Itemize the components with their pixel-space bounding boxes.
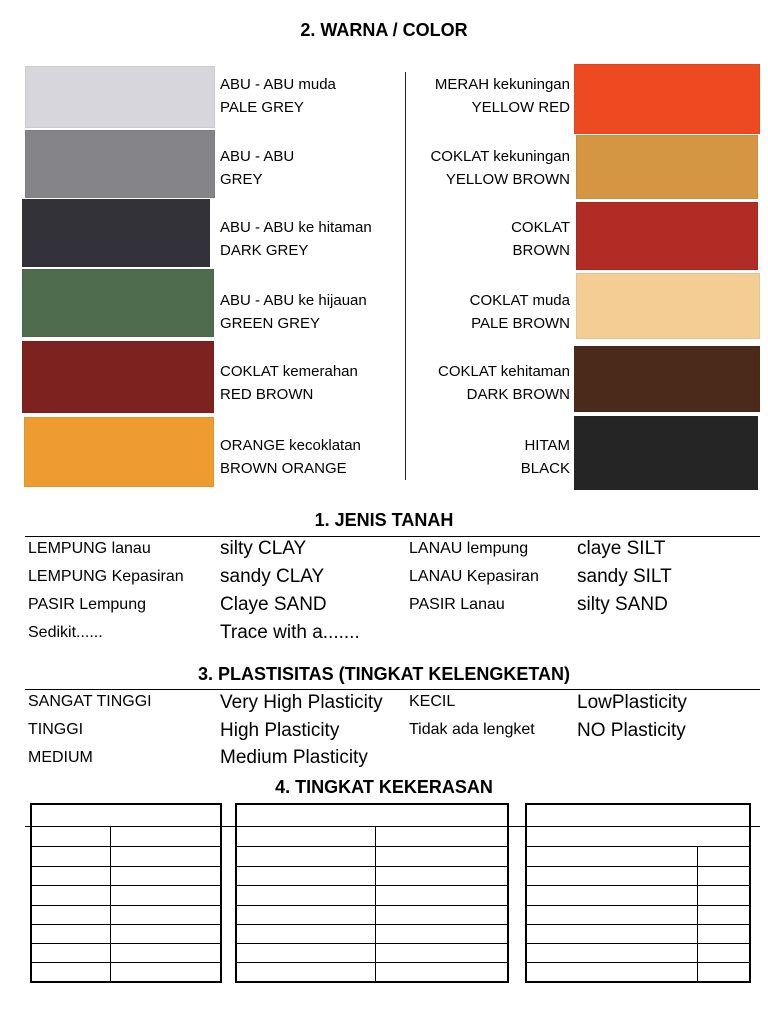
- soil-id-left: LEMPUNG Kepasiran: [28, 568, 184, 585]
- table-cell: [526, 826, 750, 846]
- soil-id-right: LANAU lempung: [409, 540, 529, 557]
- hardness-section-title: 4. TINGKAT KEKERASAN: [275, 777, 493, 797]
- table-cell: [111, 963, 222, 982]
- table-cell: [236, 846, 376, 866]
- color-label-pale-grey: ABU - ABU muda PALE GREY: [220, 76, 336, 116]
- table-cell: [236, 804, 508, 826]
- hardness-table-3: [525, 803, 751, 983]
- swatch-dark-grey: [22, 199, 210, 267]
- table-cell: [111, 944, 222, 963]
- table-cell: [111, 867, 222, 886]
- table-cell: [526, 944, 698, 963]
- table-cell: [31, 905, 111, 924]
- hardness-table-2: [235, 803, 509, 983]
- plasticity-title-rule: [25, 689, 760, 690]
- table-cell: [111, 924, 222, 943]
- swatch-black: [574, 416, 758, 490]
- table-cell: [526, 905, 698, 924]
- table-cell: [236, 826, 376, 846]
- table-cell: [31, 826, 111, 846]
- soil-id-left: Sedikit......: [28, 624, 103, 641]
- swatch-yellow-brown: [576, 135, 758, 199]
- table-cell: [698, 886, 751, 905]
- soil-en-left: sandy CLAY: [220, 566, 325, 587]
- color-label-red-brown: COKLAT kemerahan RED BROWN: [220, 363, 358, 403]
- table-cell: [698, 924, 751, 943]
- swatch-pale-grey: [25, 66, 215, 128]
- color-label-yellow-red: MERAH kekuningan YELLOW RED: [434, 76, 570, 116]
- table-cell: [111, 846, 222, 866]
- plasticity-id-right: KECIL: [409, 693, 456, 710]
- table-cell: [526, 963, 698, 982]
- plasticity-en-left: Very High Plasticity: [220, 692, 383, 713]
- soil-id-right: LANAU Kepasiran: [409, 568, 539, 585]
- color-label-black: HITAM BLACK: [520, 437, 570, 477]
- plasticity-en-right: NO Plasticity: [577, 720, 686, 741]
- swatch-red-brown: [22, 341, 214, 413]
- table-cell: [526, 886, 698, 905]
- table-cell: [376, 905, 509, 924]
- plasticity-id-left: TINGGI: [28, 721, 84, 738]
- table-cell: [526, 924, 698, 943]
- table-cell: [31, 924, 111, 943]
- color-label-grey: ABU - ABU GREY: [220, 148, 295, 188]
- table-cell: [111, 905, 222, 924]
- table-cell: [526, 846, 698, 866]
- hardness-table-1: [30, 803, 222, 983]
- color-column-divider: [405, 72, 406, 480]
- table-cell: [376, 886, 509, 905]
- table-cell: [236, 963, 376, 982]
- table-cell: [376, 826, 509, 846]
- table-cell: [376, 944, 509, 963]
- table-cell: [31, 867, 111, 886]
- color-label-dark-grey: ABU - ABU ke hitaman DARK GREY: [220, 219, 372, 259]
- table-cell: [111, 886, 222, 905]
- table-cell: [236, 886, 376, 905]
- table-cell: [376, 846, 509, 866]
- table-cell: [31, 804, 221, 826]
- color-label-green-grey: ABU - ABU ke hijauan GREEN GREY: [220, 292, 367, 332]
- table-cell: [31, 944, 111, 963]
- table-cell: [111, 826, 222, 846]
- plasticity-en-left: High Plasticity: [220, 720, 340, 741]
- table-cell: [698, 963, 751, 982]
- soil-title-rule: [25, 536, 760, 537]
- table-cell: [236, 867, 376, 886]
- swatch-dark-brown: [574, 346, 760, 412]
- soil-en-right: sandy SILT: [577, 566, 672, 587]
- table-cell: [31, 963, 111, 982]
- color-section-title: 2. WARNA / COLOR: [300, 20, 468, 40]
- soil-id-left: LEMPUNG lanau: [28, 540, 151, 557]
- soil-en-right: silty SAND: [577, 594, 668, 615]
- table-cell: [236, 924, 376, 943]
- table-cell: [31, 846, 111, 866]
- color-label-pale-brown: COKLAT muda PALE BROWN: [469, 292, 570, 332]
- table-cell: [698, 944, 751, 963]
- table-cell: [698, 846, 751, 866]
- color-label-brown-orange: ORANGE kecoklatan BROWN ORANGE: [220, 437, 361, 477]
- table-cell: [31, 886, 111, 905]
- swatch-pale-brown: [576, 273, 760, 339]
- plasticity-id-left: SANGAT TINGGI: [28, 693, 152, 710]
- table-cell: [376, 867, 509, 886]
- swatch-grey: [25, 130, 215, 198]
- table-cell: [376, 963, 509, 982]
- soil-en-left: silty CLAY: [220, 538, 307, 559]
- table-cell: [236, 944, 376, 963]
- plasticity-en-left: Medium Plasticity: [220, 747, 368, 768]
- table-cell: [526, 867, 698, 886]
- soil-en-right: claye SILT: [577, 538, 666, 559]
- plasticity-id-right: Tidak ada lengket: [409, 721, 535, 738]
- soil-en-left: Claye SAND: [220, 594, 327, 615]
- color-label-dark-brown: COKLAT kehitaman DARK BROWN: [437, 363, 570, 403]
- color-label-brown: COKLAT BROWN: [511, 219, 570, 259]
- table-cell: [526, 804, 750, 826]
- plasticity-section-title: 3. PLASTISITAS (TINGKAT KELENGKETAN): [198, 664, 570, 684]
- soil-section-title: 1. JENIS TANAH: [314, 510, 454, 530]
- plasticity-en-right: LowPlasticity: [577, 692, 687, 713]
- color-label-yellow-brown: COKLAT kekuningan YELLOW BROWN: [430, 148, 570, 188]
- swatch-brown: [576, 202, 758, 270]
- table-cell: [698, 905, 751, 924]
- table-cell: [698, 867, 751, 886]
- soil-id-right: PASIR Lanau: [409, 596, 505, 613]
- swatch-brown-orange: [24, 417, 214, 487]
- table-cell: [376, 924, 509, 943]
- swatch-green-grey: [22, 269, 214, 337]
- soil-id-left: PASIR Lempung: [28, 596, 146, 613]
- plasticity-id-left: MEDIUM: [28, 749, 93, 766]
- soil-en-left: Trace with a.......: [220, 622, 360, 643]
- swatch-yellow-red: [574, 64, 760, 134]
- table-cell: [236, 905, 376, 924]
